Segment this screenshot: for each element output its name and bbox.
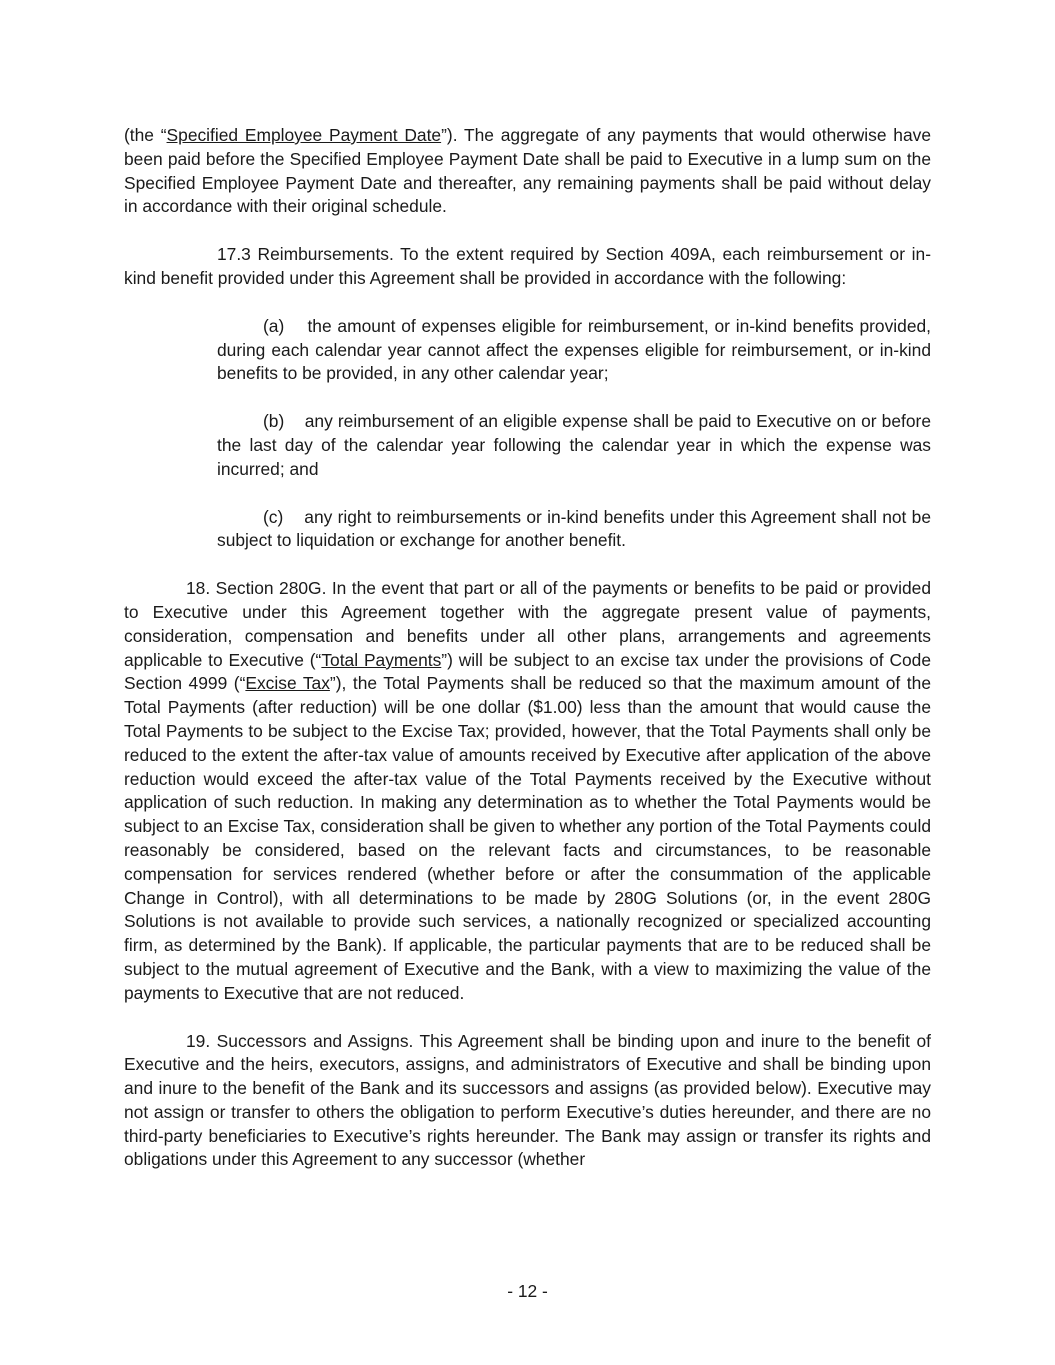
paragraph-18-section-280g: 18. Section 280G. In the event that part or all of the payments or benefits to be paid or provided to Executive under this Agreement together with the aggregate present value of payments, consideration, compensation and benefits under all other plans, arrangements and agreements applicable to Executive (“Total Payments”) will be subject to an excise tax under the provisions of Code Section 4999 (“Excise Tax”), the Total Payments shall be reduced so that the maximum amount of the Total Payments (after reduction) will be one dollar ($1.00) less than the amount that would cause the Total Payments to be subject to the Excise Tax; provided, however, that the Total Payments shall only be reduced to the extent the after-tax value of amounts received by Executive after application of the above reduction would exceed the after-tax value of the Total Payments received by the Executive without application of such reduction. In making any determination as to whether the Total Payments would be subject to an Excise Tax, consideration shall be given to whether any portion of the Total Payments could reasonably be considered, based on the relevant facts and circumstances, to be reasonable compensation for services rendered (whether before or after the consummation of the applicable Change in Control), with all determinations to be made by 280G Solutions (or, in the event 280G Solutions is not available to provide such services, a nationally recognized or specialized accounting firm, as determined by the Bank). If applicable, the particular payments that are to be reduced shall be subject to the mutual agreement of Executive and the Bank, with a view to maximizing the value of the payments to Executive that are not reduced. bbox=[124, 578, 932, 1003]
subparagraph-a: (a) the amount of expenses eligible for reimbursement, or in-kind benefits provided, during each calendar year cannot affect the expenses eligible for reimbursement, or in-kind benefits to be provided, in any other calendar year; bbox=[217, 315, 931, 384]
paragraph-17-3-reimbursements: 17.3 Reimbursements. To the extent required by Section 409A, each reimbursement or in-kind benefit provided under this Agreement shall be provided in accordance with the following: bbox=[124, 244, 931, 288]
page-body bbox=[124, 124, 931, 1172]
subparagraph-c: (c) any right to reimbursements or in-kind benefits under this Agreement shall not be subject to liquidation or exchange for another benefit. bbox=[217, 506, 931, 551]
defined-term-excise-tax: Excise Tax bbox=[245, 673, 330, 694]
defined-term-specified-employee-payment-date: Specified Employee Payment Date bbox=[166, 125, 442, 145]
page-number: - 12 - bbox=[507, 1281, 548, 1301]
defined-term-total-payments: Total Payments bbox=[321, 649, 442, 670]
paragraph-19-successors-and-assigns: 19. Successors and Assigns. This Agreement shall be binding upon and inure to the benefit of Executive and the heirs, executors, assigns, and administrators of Executive and shall be binding upon and inure to the benefit of the Bank and its successors and assigns (as provided below). Executive may not assign or transfer to others the obligation to perform Executive’s duties hereunder, and there are no third-party beneficiaries to Executive’s rights hereunder. The Bank may assign or transfer its rights and obligations under this Agreement to any successor (whether bbox=[124, 1030, 931, 1170]
subparagraph-b: (b) any reimbursement of an eligible expense shall be paid to Executive on or before the last day of the calendar year following the calendar year in which the expense was incurred; and bbox=[217, 411, 931, 479]
paragraph-specified-employee-payment: (the “Specified Employee Payment Date”). The aggregate of any payments that would otherwise have been paid before the Specified Employee Payment Date shall be paid to Executive in a lump sum on the Specified Employee Payment Date and thereafter, any remaining payments shall be paid without delay in accordance with their original schedule. bbox=[124, 125, 932, 217]
